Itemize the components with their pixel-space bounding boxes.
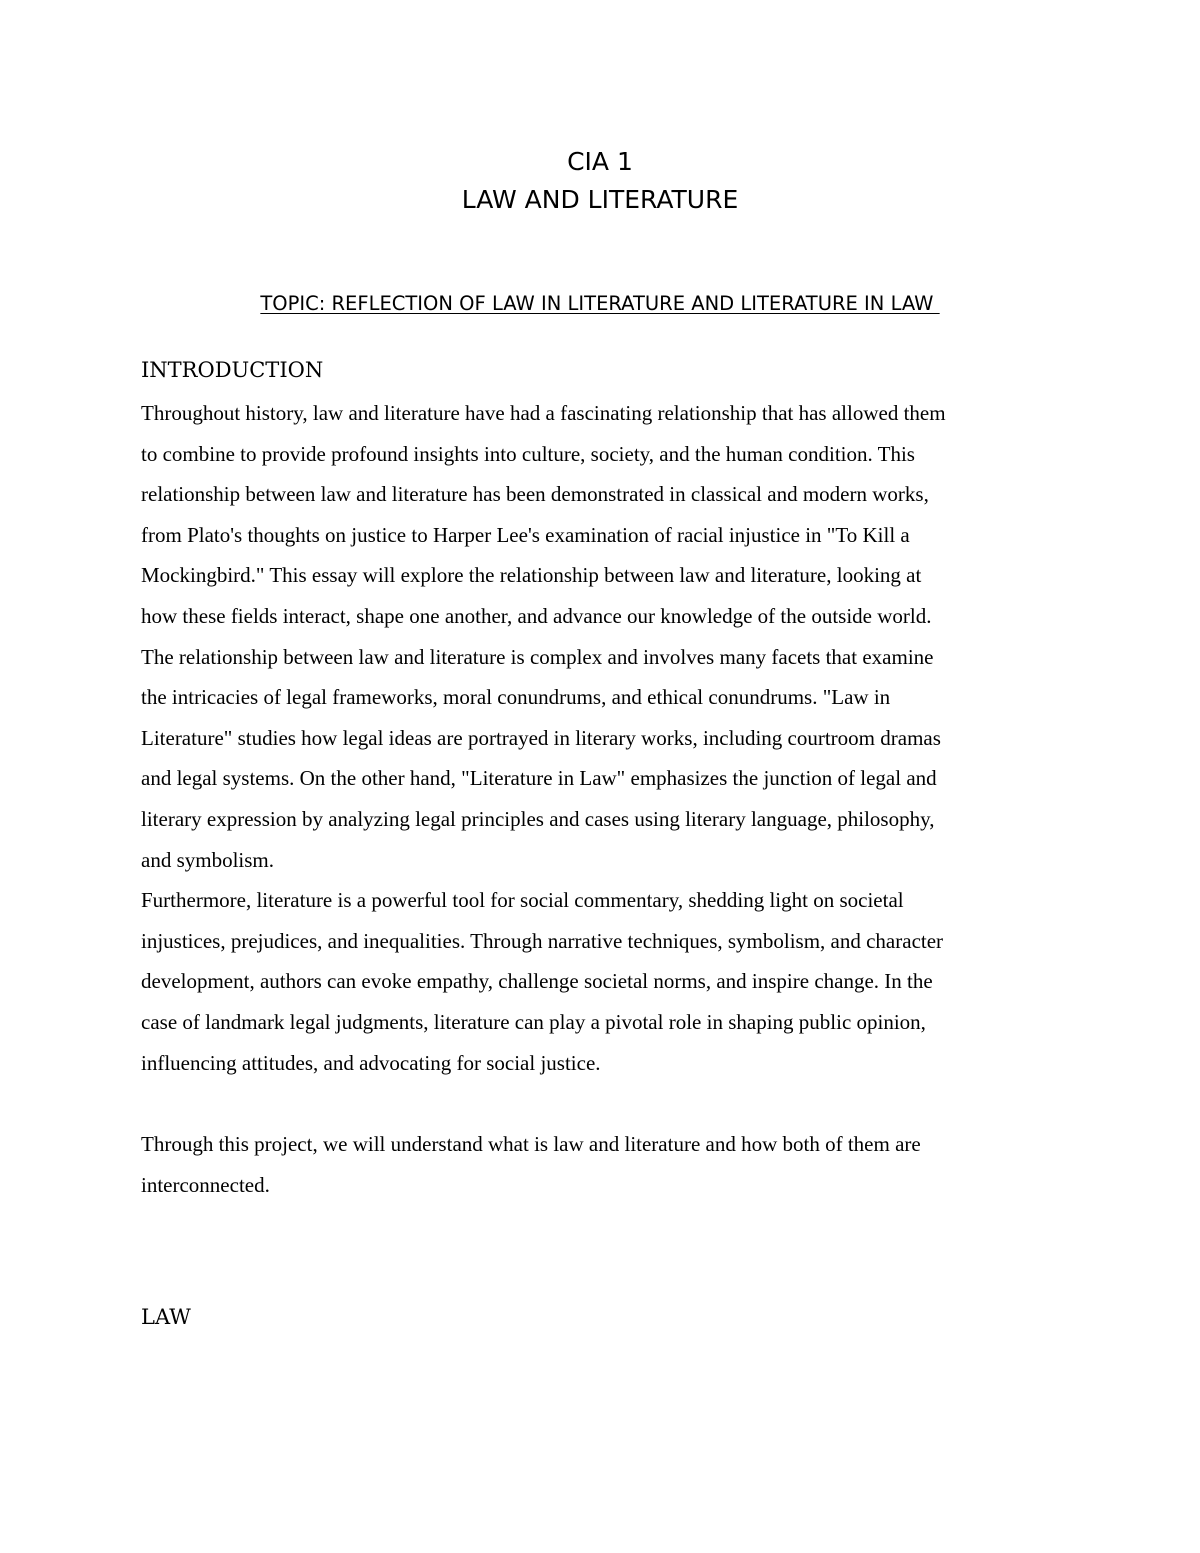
text-line: Furthermore, literature is a powerful tool for social commentary, shedding light on societal (141, 888, 904, 913)
text-line: influencing attitudes, and advocating for social justice. (141, 1050, 601, 1075)
project-paragraph (141, 1124, 1071, 1205)
text-line: The relationship between law and literature is complex and involves many facets that examine (141, 644, 934, 669)
text-line: Throughout history, law and literature have had a fascinating relationship that has allowed them (141, 401, 946, 425)
text-line: to combine to provide profound insights into culture, society, and the human condition. This (141, 441, 915, 466)
text-line: case of landmark legal judgments, literature can play a pivotal role in shaping public opinion, (141, 1009, 926, 1034)
text-line: the intricacies of legal frameworks, moral conundrums, and ethical conundrums. "Law in (141, 685, 891, 710)
text-line: development, authors can evoke empathy, challenge societal norms, and inspire change. In the (141, 969, 933, 994)
text-line: Literature" studies how legal ideas are portrayed in literary works, including courtroom dramas (141, 725, 941, 750)
text-line: interconnected. (141, 1172, 270, 1197)
text-line: from Plato's thoughts on justice to Harper Lee's examination of racial injustice in "To Kill a (141, 522, 910, 547)
law-heading: LAW (141, 1305, 191, 1329)
introduction-paragraph (141, 393, 1071, 1083)
text-line: literary expression by analyzing legal principles and cases using literary language, philosophy, (141, 806, 935, 831)
text-line: and symbolism. (141, 847, 275, 872)
text-line: relationship between law and literature has been demonstrated in classical and modern works, (141, 482, 929, 507)
text-line: Mockingbird." This essay will explore the relationship between law and literature, looking at (141, 563, 922, 588)
topic-heading: TOPIC: REFLECTION OF LAW IN LITERATURE AND LITERATURE IN LAW (260, 292, 940, 315)
text-line: Through this project, we will understand what is law and literature and how both of them are (141, 1132, 921, 1156)
text-line: and legal systems. On the other hand, "Literature in Law" emphasizes the junction of legal and (141, 766, 937, 791)
introduction-heading: INTRODUCTION (141, 358, 324, 382)
text-line: how these fields interact, shape one another, and advance our knowledge of the outside world. (141, 603, 932, 628)
title-block (0, 143, 1200, 219)
text-line: injustices, prejudices, and inequalities. Through narrative techniques, symbolism, and character (141, 928, 944, 953)
document-title-line-2: LAW AND LITERATURE (461, 185, 739, 214)
document-title-line-1: CIA 1 (567, 147, 633, 176)
